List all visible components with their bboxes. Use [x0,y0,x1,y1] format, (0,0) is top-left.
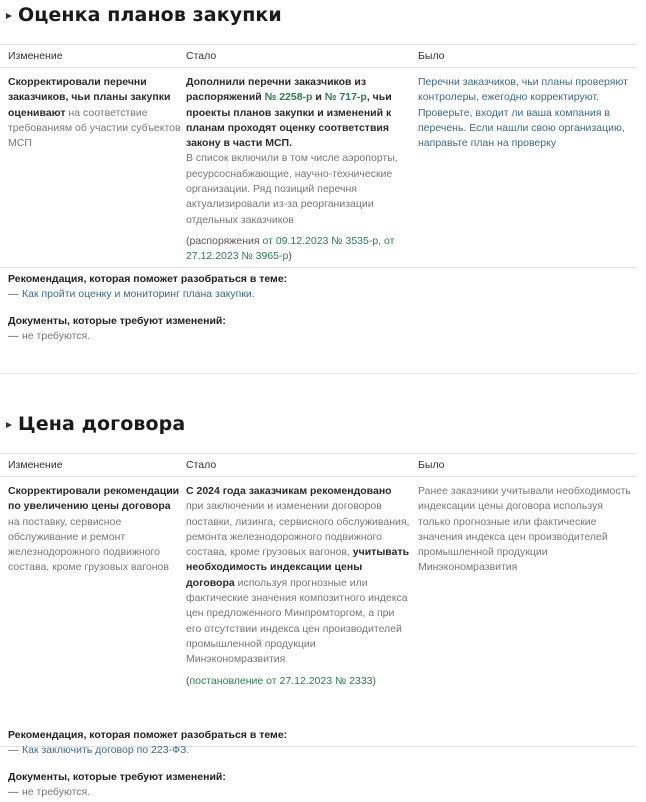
source-link[interactable]: постановление от 27.12.2023 № 2333 [189,674,373,687]
section-header[interactable] [0,409,646,439]
source-reference: (постановление от 27.12.2023 № 2333) [186,674,377,687]
section-contract-price [0,409,646,439]
recommendation-link[interactable]: Как заключить договор по 223-ФЗ [22,744,187,756]
documents-label: Документы, которые требуют изменений: [8,315,226,327]
table-row [0,68,637,268]
table-row [0,477,637,747]
table-header [0,453,637,477]
documents-value: не требуются. [22,786,91,798]
documents-label: Документы, которые требуют изменений: [8,771,226,783]
link-order-717[interactable]: № 717-р [324,91,367,104]
recommendation-item: — Как пройти оценку и мониторинг плана закупки. [8,288,255,300]
section-footer [8,728,608,800]
section-divider [0,373,637,374]
source-reference: (распоряжения от 09.12.2023 № 3535-р, от 27.12.2023 № 3965-р) [186,234,395,263]
expand-triangle-icon[interactable] [6,422,12,428]
dash: — [8,786,19,798]
cell-became: Дополнили перечни заказчиков из распоряжений № 2258-р и № 717-р, чьи проекты планов закупки и изменений к планам проходят оценку соответствия закону в части МСП. В список включили в том числе аэропорты, ресурсоснабжающие, научно-технические организации. Ряд позиций перечня актуализировали из-за реорганизации отдельных заказчиков (распоряжения от 09.12.2023 № 3535-р, от 27.12.2023 № 3965-р) [186,75,410,265]
recommendation-label: Рекомендация, которая поможет разобраться в теме: [8,729,288,741]
cell-became: С 2024 года заказчикам рекомендовано при заключении и изменении договоров поставки, лизинга, сервисного обслуживания, ремонта железнодорожного подвижного состава, кроме грузовых вагонов, учитывать необходимость индексации цены договора используя прогнозные или фактические значения композитного индекса цен предложенного Минпромторгом, а при его отсутствии индекса цен производителей промышленной продукции Минэкономразвития (постановление от 27.12.2023 № 2333) [186,484,410,689]
column-header-change: Изменение [8,49,63,62]
source-link[interactable]: от 09.12.2023 № 3535-р, от 27.12.2023 № 3965-р [186,234,395,263]
section-footer [8,272,608,344]
section-title: Оценка планов закупки [18,3,282,26]
dash: — [8,330,19,342]
documents-item [8,329,608,344]
cell-was: Ранее заказчики учитывали необходимость индексации цены договора используя только прогнозные или фактические значения индекса цен производителей промышленной продукции Минэкономразвития [418,485,631,574]
dash: — [8,744,19,756]
section-procurement-plan-evaluation [0,0,646,30]
section-title: Цена договора [18,412,186,435]
recommendation-label: Рекомендация, которая поможет разобраться в теме: [8,273,288,285]
column-header-was: Было [418,49,445,62]
expand-triangle-icon[interactable] [6,13,12,19]
recommendation-item: — Как заключить договор по 223-ФЗ. [8,744,190,756]
cell-change: Скорректировали перечни заказчиков, чьи планы закупки оценивают на соответствие требованиям об участии субъектов МСП [8,76,181,150]
column-header-became: Стало [186,49,217,62]
column-header-change: Изменение [8,458,63,471]
lists-link[interactable]: Перечни [418,76,460,88]
dash: — [8,288,19,300]
section-header[interactable] [0,0,646,30]
documents-value: не требуются. [22,330,91,342]
changes-table [0,453,637,747]
table-header [0,44,637,68]
column-header-was: Было [418,458,445,471]
cell-was: Перечни заказчиков, чьи планы проверяют контролеры, ежегодно корректируют. Проверьте, входит ли ваша компания в перечень. Если нашли свою организацию, направьте план на проверку [418,76,628,150]
cell-change: Скорректировали рекомендации по увеличению цены договора на поставку, сервисное обслуживание и ремонт железнодорожного подвижного состава, кроме грузовых вагонов [8,485,180,574]
link-order-2258[interactable]: № 2258-р [264,91,313,104]
changes-table [0,44,637,268]
documents-item [8,785,608,800]
column-header-became: Стало [186,458,217,471]
recommendation-link[interactable]: Как пройти оценку и мониторинг плана закупки [22,288,252,300]
